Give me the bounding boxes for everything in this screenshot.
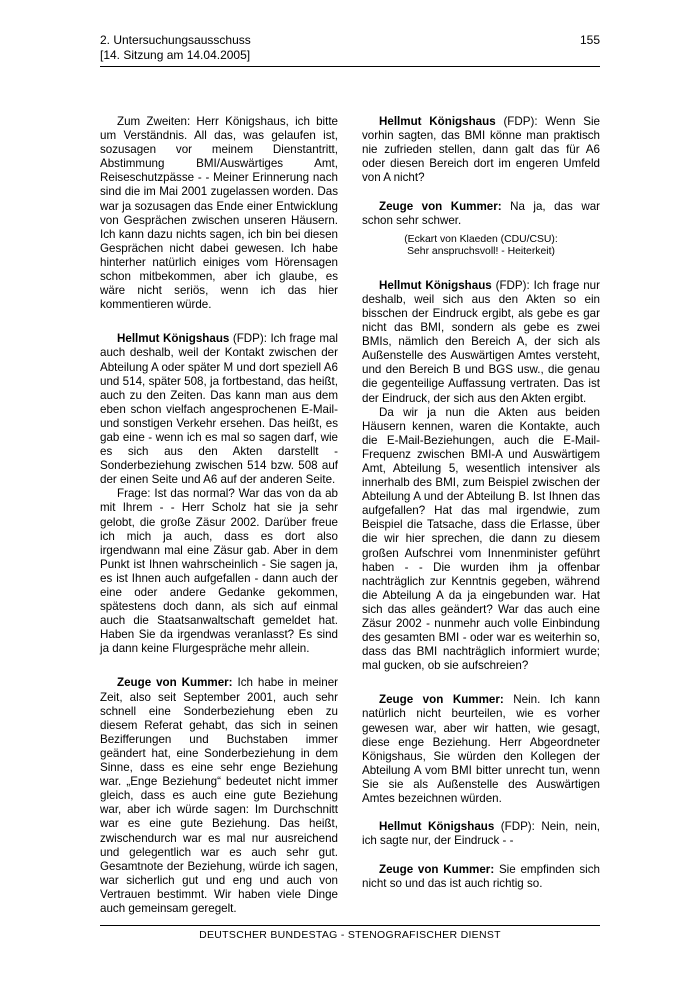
paragraph (100, 676, 338, 916)
speaker-name: Hellmut Königshaus (379, 115, 496, 128)
speech-text: Na ja, das war schon sehr schwer. (362, 199, 601, 227)
speech-text: (FDP): Ich frage nur deshalb, weil sich aus den Akten so ein bisschen der Eindruck ergibt, als gebe es gar nicht das BMI, sondern als gebe es zwei BMIs, nämlich den Bereich A, der sich als Außenstelle des Auswärtigen Amtes versteht, und den Bereich B und BGS usw., die genau die gegenteilige Auffassung vertraten. Das ist der Eindruck, der sich aus den Akten ergibt. (362, 278, 600, 405)
page-number: 155 (579, 33, 600, 47)
left-column (100, 115, 338, 916)
speech-text: Sie empfinden sich nicht so und das ist auch richtig so. (362, 862, 600, 890)
paragraph (362, 820, 600, 848)
remark-line: (Eckart von Klaeden (CDU/CSU): (404, 233, 558, 245)
speech-text: (FDP): Wenn Sie vorhin sagten, das BMI könne man praktisch nie zufrieden stellen, dann galt das für A6 oder diesen Bereich dort im engeren Umfeld von A nicht? (362, 115, 600, 185)
paragraph (362, 693, 600, 806)
paragraph (362, 863, 600, 891)
speech-text: (FDP): Ich frage mal auch deshalb, weil der Kontakt zwischen der Abteilung A oder später M und dort speziell A6 und 514, später 508, ja fortbestand, das heißt, auch zu den Zeiten. Das kann man aus dem eben schon vielfach angesprochenen E-Mail- und sonstigen Verkehr ersehen. Das heißt, es gab eine - wenn ich es mal so sagen darf, wie es sich aus den Akten darstellt - Sonderbeziehung zwischen 514 bzw. 508 auf der einen Seite und A6 auf der anderen Seite. (100, 332, 338, 487)
header-divider (100, 66, 600, 67)
speaker-name: Hellmut Königshaus (379, 278, 492, 292)
paragraph: Da wir ja nun die Akten aus beiden Häusern kennen, waren die Kontakte, auch die E-Mail-Beziehungen, auch die E-Mail-Frequenz zwischen BMI-A und Auswärtigem Amt, Abteilung 5, wesentlich intensiver als innerhalb des BMI, zum Beispiel zwischen der Abteilung A und der Abteilung B. Ist Ihnen das aufgefallen? Hat das mal irgendwie, zum Beispiel die Tatsache, dass die Erlasse, über die wir hier sprechen, die dann zu diesem großen Aufschrei vom Innenminister geführt haben - - Die wurden ihm ja offenbar nachträglich zur Kenntnis gegeben, während die Abteilung A da ja eingebunden war. Hat sich das alles geändert? War das auch eine Zäsur 2002 - nunmehr auch volle Einbindung des gesamten BMI - oder war es weiterhin so, dass das BMI nachträglich informiert wurde; mal gucken, ob sie aufschreien? (362, 405, 600, 673)
speaker-name: Zeuge von Kummer: (379, 199, 502, 213)
committee-title: 2. Untersuchungsausschuss (100, 33, 251, 47)
speech-text: Nein. Ich kann natürlich nicht beurteilen, wie es vorher gewesen war, aber wir hatten, wie gesagt, diese enge Beziehung. Herr Abgeordneter Königshaus, Sie würden den Kollegen der Abteilung A vom BMI bitter unrecht tun, wenn Sie sie als Außenstelle des Auswärtigen Amtes bezeichnen würden. (362, 693, 600, 806)
page-footer: DEUTSCHER BUNDESTAG - STENOGRAFISCHER DIENST (199, 929, 501, 941)
speaker-name: Hellmut Königshaus (379, 820, 495, 834)
paragraph (100, 332, 338, 487)
speaker-name: Zeuge von Kummer: (379, 862, 495, 876)
speaker-name: Hellmut Königshaus (117, 332, 230, 346)
paragraph (362, 200, 600, 228)
interjection-remark (362, 234, 600, 259)
paragraph: Frage: Ist das normal? War das von da ab mit Ihrem - - Herr Scholz hat sie ja sehr gelobt, die große Zäsur 2002. Darüber freue ich mich ja auch, dass es dort also irgendwann mal eine Zäsur gab. Aber in dem Punkt ist Ihnen wahrscheinlich - Sie sagen ja, es ist Ihnen auch aufgefallen - dann auch der eine oder andere Gedanke gekommen, spätestens doch dann, als sich auf einmal auch die Staatsanwaltschaft gemeldet hat. Haben Sie da irgendwas veranlasst? Es sind ja dann keine Flurgespräche mehr allein. (100, 487, 338, 656)
footer-divider (100, 925, 600, 926)
paragraph (362, 115, 600, 185)
paragraph (362, 279, 600, 406)
right-column (362, 115, 600, 891)
speaker-name: Zeuge von Kummer: (117, 676, 233, 690)
session-date: [14. Sitzung am 14.04.2005] (100, 48, 251, 62)
remark-line: Sehr anspruchsvoll! - Heiterkeit) (407, 246, 555, 258)
speech-text: Ich habe in meiner Zeit, also seit September 2001, auch sehr schnell eine Sonderbeziehung eben zu diesem Referat gehabt, das sich in seinen Bezifferungen und Buchstaben immer geändert hat, eine Sonderbeziehung in dem Sinne, dass es eine sehr enge Beziehung war. „Enge Beziehung“ bedeutet nicht immer gleich, dass es auch eine gute Beziehung war, aber ich würde sagen: Im Durchschnitt war es eine gute Beziehung. Das heißt, zwischendurch war es mal nur ausreichend und gelegentlich war es auch sehr gut. Gesamtnote der Beziehung, würde ich sagen, war sicherlich gut und eng und auch von Vertrauen bestimmt. Wir haben viele Dinge auch gemeinsam geregelt. (100, 676, 338, 915)
speaker-name: Zeuge von Kummer: (379, 693, 504, 707)
page-header (100, 33, 600, 63)
speech-text: (FDP): Nein, nein, ich sagte nur, der Eindruck - - (362, 820, 600, 848)
paragraph: Zum Zweiten: Herr Königshaus, ich bitte um Verständnis. All das, was gelaufen ist, sozusagen vor meinem Dienstantritt, Abstimmung BMI/Auswärtiges Amt, Reiseschutzpässe - - Meiner Erinnerung nach sind die im Mai 2001 zugelassen worden. Das war ja sozusagen das Ende einer Entwicklung von Gesprächen zwischen unseren Häusern. Ich kann dazu nichts sagen, ich bin bei diesen Gesprächen nicht dabei gewesen. Ich habe hinterher natürlich einiges vom Hörensagen schon mitbekommen, aber ich glaube, es wäre nicht seriös, wenn ich das hier kommentieren würde. (100, 115, 338, 312)
